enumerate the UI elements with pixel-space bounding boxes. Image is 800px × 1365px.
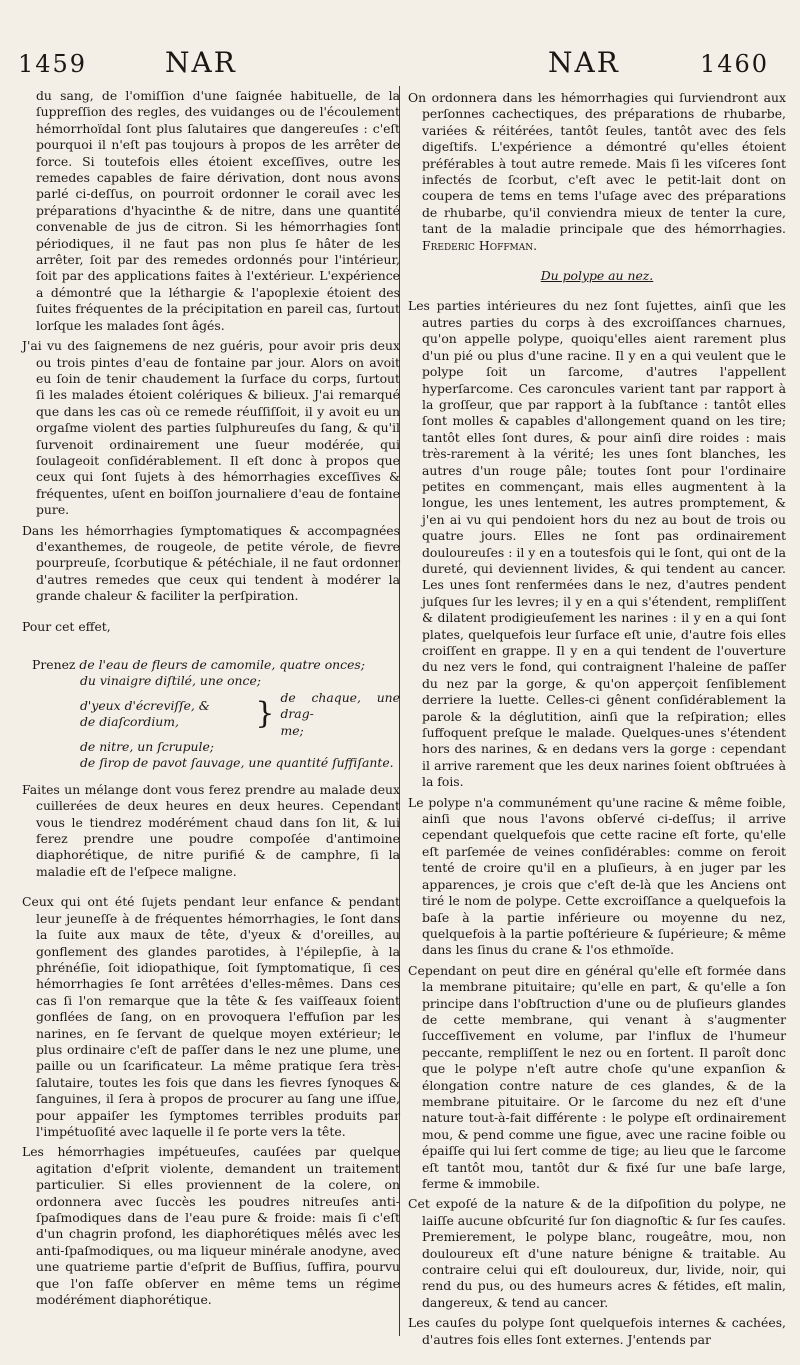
left-paragraph-3: Dans les hémorrhagies ſymptomatiques & accompagnées d'exanthemes, de rougeole, de petite vérole, de fievre pourpreuſe, ſcorbutique & pétéchiale, il ne faut ordonner d'autres remedes que ceux qui tendent à modérer la grande chaleur & faciliter la perſpiration.: [22, 522, 400, 604]
prescription: [22, 657, 400, 772]
left-paragraph-7: Les hémorrhagies impétueuſes, cauſées par quelque agitation d'eſprit violente, demandent un traitement particulier. Si elles proviennent de la colere, on ordonnera avec ſuccès les poudres nitreuſes anti-ſpaſmodiques dans de l'eau pure & froide: mais ſi c'eſt d'un chagrin profond, les diaphorétiques mêlés avec les anti-ſpaſmodiques, ou ma liqueur minérale anodyne, avec une quatrieme partie d'eſprit de Buſſius, ſuffira, pourvu que l'on faſſe obſerver en même tems un régime modérément diaphorétique.: [22, 1144, 400, 1308]
right-paragraph-4: Cependant on peut dire en général qu'elle eſt formée dans la membrane pituitaire; qu'elle en part, & qu'elle a ſon principe dans l'obſtruction d'une ou de pluſieurs glandes de cette membrane, qui venant à s'augmenter ſucceſſivement en volume, par l'influx de l'humeur peccante, rempliſſent le nez ou en ſortent. Il paroît donc que le polype n'eſt autre choſe qu'une expanſion & élongation contre nature de ces glandes, & de la membrane pituitaire. Or le ſarcome du nez eſt d'une nature tout-à-fait différente : le polype eſt ordinairement mou, & pend comme une figue, avec une racine foible ou épaiſſe qui lui ſert comme de tige; au lieu que le ſarcome eſt tantôt mou, tantôt dur & fixé ſur une baſe large, ferme & immobile.: [408, 962, 786, 1191]
right-running-title: NAR: [548, 46, 620, 79]
prescription-line-6: de ſirop de pavot ſauvage, une quantité ſuffiſante.: [80, 755, 394, 771]
right-paragraph-1: [408, 90, 786, 254]
right-paragraph-5: Cet expoſé de la nature & de la diſpoſition du polype, ne laiſſe aucune obſcurité ſur ſon diagnoſtic & ſur ſes cauſes. Premierement, le polype blanc, rougeâtre, mou, non douloureux eſt d'une nature bénigne & traitable. Au contraire celui qui eſt douloureux, dur, livide, noir, qui rend du pus, ou des humeurs acres & fétides, eſt malin, dangereux, & tend au cancer.: [408, 1196, 786, 1310]
prescription-line-4b: me;: [280, 722, 304, 738]
right-column: [408, 90, 786, 1352]
left-paragraph-6: Ceux qui ont été ſujets pendant leur enfance & pendant leur jeuneſſe à de fréquentes hémorrhagies, le ſont dans la ſuite aux maux de tête, d'yeux & d'oreilles, au gonflement des glandes parotides, à l'épilepſie, à la phrénéſie, ſoit idiopathique, ſoit ſymptomatique, ſi ces hémorrhagies ſe ſont arrêtées d'elles-mêmes. Dans ces cas ſi l'on remarque que la tête & ſes vaiſſeaux ſoient gonflées de ſang, on en provoquera l'effuſion par les narines, en ſe ſervant de quelque moyen extérieur; le plus ordinaire c'eſt de paſſer dans le nez une plume, une paille ou un ſcarificateur. La même pratique ſera très-ſalutaire, toutes les fois que dans les fievres ſynoques & ſanguines, il ſera à propos de procurer au ſang une iſſue, pour appaiſer les ſymptomes terribles produits par l'impétuoſité avec laquelle il ſe porte vers la tête.: [22, 894, 400, 1139]
left-column: [22, 88, 400, 1312]
prescription-line-3a: d'yeux d'écreviſſe, &: [80, 698, 210, 714]
left-paragraph-5: Faites un mélange dont vous ferez prendre au malade deux cuillerées de deux heures en deux heures. Cependant vous le tiendrez modérément chaud dans ſon lit, & lui ferez prendre une poudre compoſée d'antimoine diaphorétique, de nitre purifié & de camphre, ſi la maladie eſt de l'eſpece maligne.: [22, 781, 400, 879]
prescription-line-4a: de diaſcordium,: [80, 714, 179, 730]
section-title: Du polype au nez.: [540, 268, 654, 284]
author-signature: Frederic Hoffman.: [422, 237, 538, 253]
running-header: [0, 46, 800, 86]
left-page-number: 1459: [18, 50, 88, 78]
prescription-line-5: de nitre, un ſcrupule;: [80, 739, 214, 755]
brace-icon: }: [255, 696, 275, 732]
prescription-line-2: du vinaigre diſtilé, une once;: [80, 673, 261, 689]
left-running-title: NAR: [165, 46, 237, 79]
prescription-line-3b: de chaque, une drag-: [280, 689, 400, 722]
right-paragraph-2: Les parties intérieures du nez ſont ſujettes, ainſi que les autres parties du corps à des excroiſſances charnues, qu'on appelle polype, quoiqu'elles aient rarement plus d'un pié ou plus d'une racine. Il y en a qui veulent que le polype ſoit un ſarcome, d'autres l'appellent hyperſarcome. Ces caroncules varient tant par rapport à la groſſeur, que par rapport à la ſubſtance : tantôt elles ſont molles & capables d'allongement quand on les tire; tantôt elles ſont dures, & pour ainſi dire roides : mais très-rarement à la vérité; les unes ſont blanches, les autres d'un rouge pâle; toutes ſont pour l'ordinaire petites en commençant, mais elles augmentent à la longue, les unes lentement, les autres promptement, & j'en ai vu qui pendoient hors du nez au bout de trois ou quatre jours. Elles ne ſont pas ordinairement douloureuſes : il y en a toutesfois qui le ſont, qui ont de la dureté, qui deviennent livides, & qui tendent au cancer. Les unes ſont renfermées dans le nez, d'autres pendent juſques ſur les levres; il y en a qui s'étendent, rempliſſent & dilatent prodigieuſement les narines : il y en a qui ſont plates, quelquefois leur ſurface eſt unie, d'autre fois elles croiſſent en grappe. Il y en a qui tendent de l'ouverture du nez vers le fond, qui contraignent l'haleine de paſſer du nez par la gorge, & qu'on apperçoit ſenſiblement derriere la luette. Celles-ci gênent conſidérablement la parole & la déglutition, ainſi que la reſpiration; elles ſuffoquent preſque le malade. Quelques-unes s'étendent hors des narines, & en dedans vers la gorge : cependant il arrive rarement que les deux narines ſoient obſtruées à la fois.: [408, 298, 786, 790]
right-paragraph-6: Les cauſes du polype ſont quelquefois internes & cachées, d'autres fois elles ſont externes. J'entends par: [408, 1315, 786, 1347]
prescription-line-1: de l'eau de fleurs de camomile, quatre onces;: [79, 657, 365, 672]
prescription-brace-group: [22, 690, 400, 739]
left-paragraph-1: du sang, de l'omiſſion d'une ſaignée habituelle, de la ſuppreſſion des regles, des vuidanges ou de l'écoulement hémorrhoïdal ſont plus ſalutaires que dangereuſes : c'eſt pourquoi il n'eſt pas toujours à propos de les arrêter de force. Si toutefois elles étoient exceſſives, outre les remedes capables de faire dérivation, dont nous avons parlé ci-deſſus, on pourroit ordonner le corail avec les préparations d'hyacinthe & de nitre, dans une quantité convenable de jus de citron. Si les hémorrhagies ſont périodiques, il ne faut pas non plus ſe hâter de les arrêter, ſoit par des remedes ordonnés pour l'intérieur, ſoit par des applications faites à l'extérieur. L'expérience a démontré que la léthargie & l'apoplexie étoient des ſuites fréquentes de la précipitation en pareil cas, ſurtout lorſque les malades ſont âgés.: [36, 88, 400, 333]
right-paragraph-1-text: On ordonnera dans les hémorrhagies qui ſurviendront aux perſonnes cachectiques, des préparations de rhubarbe, variées & réitérées, tantôt ſeules, tantôt avec des ſels digeſtifs. L'expérience a démontré qu'elles étoient préférables à tout autre remede. Mais ſi les viſceres ſont infectés de ſcorbut, c'eſt avec le petit-lait dont on coupera de tems en tems l'uſage avec des préparations de rhubarbe, qu'il conviendra mieux de tenter la cure, tant de la maladie principale que des hémorrhagies.: [408, 90, 786, 237]
left-paragraph-4: Pour cet effet,: [22, 618, 111, 634]
right-page-number: 1460: [700, 50, 770, 78]
left-paragraph-2: J'ai vu des ſaignemens de nez guéris, pour avoir pris deux ou trois pintes d'eau de fontaine par jour. Alors on avoit eu ſoin de tenir chaudement la ſurface du corps, ſurtout ſi les malades étoient colériques & bilieux. J'ai remarqué que dans les cas où ce remede réuſſiſſoit, il y avoit eu un orgaſme violent des parties ſulphureuſes du ſang, & qu'il ſurvenoit ordinairement une ſueur modérée, qui ſoulageoit conſidérablement. Il eſt donc à propos que ceux qui ſont ſujets à des hémorrhagies exceſſives & fréquentes, uſent en boiſſon journaliere d'eau de fontaine pure.: [22, 338, 400, 518]
prescription-take: Prenez: [32, 657, 76, 672]
right-paragraph-3: Le polype n'a communément qu'une racine & même foible, ainſi que nous l'avons obſervé ci-deſſus; il arrive cependant quelquefois que cette racine eſt forte, qu'elle eſt parſemée de veines conſidérables: comme on feroit tenté de croire qu'il en a pluſieurs, à en juger par les apparences, je crois que c'eſt de-là que les Anciens ont tiré le nom de polype. Cette excroiſſance a quelquefois la baſe à la partie inférieure ou moyenne du nez, quelquefois à la partie poſtérieure & ſupérieure; & même dans les ſinus du crane & l'os ethmoïde.: [408, 794, 786, 958]
